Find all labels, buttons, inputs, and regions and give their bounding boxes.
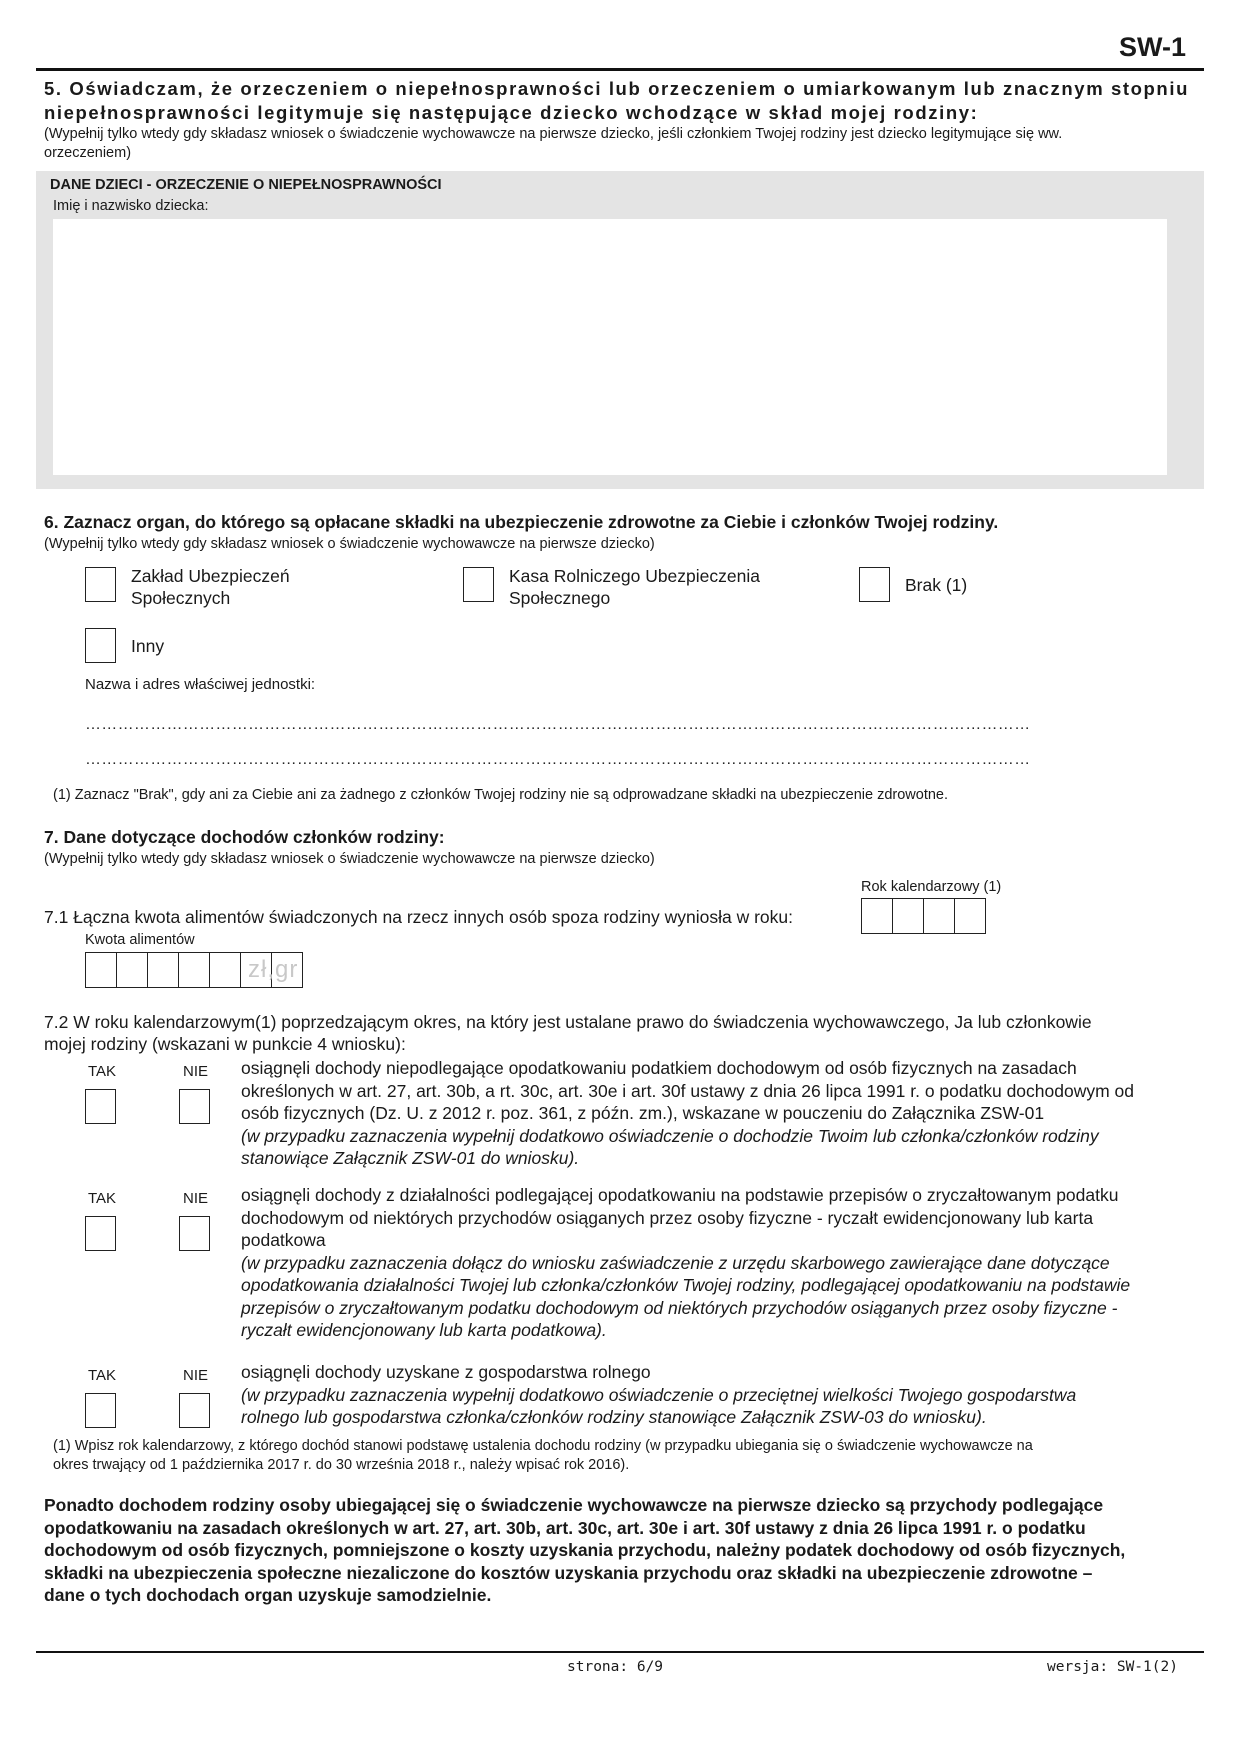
zus-label-line2: Społecznych: [131, 588, 231, 608]
question-7-1: 7.1 Łączna kwota alimentów świadczonych na rzecz innych osób spoza rodziny wyniosła w roku:: [44, 907, 793, 927]
child-name-label: Imię i nazwisko dziecka:: [53, 198, 209, 214]
item3-tak-checkbox[interactable]: [85, 1393, 116, 1428]
tak-label: TAK: [88, 1367, 117, 1384]
zus-label-line1: Zakład Ubezpieczeń: [131, 566, 290, 586]
item3-nie-checkbox[interactable]: [179, 1393, 210, 1428]
closing-statement: Ponadto dochodem rodziny osoby ubiegającej się o świadczenie wychowawcze na pierwsze dziecko są przychody podlegające opodatkowaniu na zasadach określonych w art. 27, art. 30b, art. 30c, art. 30e i art. 30f ustawy z dnia 26 lipca 1991 r. o podatku dochodowym od osób fizycznych, pomniejszone o koszty uzyskania przychodu, należny podatek dochodowy od osób fizycznych, składki na ubezpieczenia społeczne niezaliczone do kosztów uzyskania przychodu oraz składki na ubezpieczenie zdrowotne – dane o tych dochodach organ uzyskuje samodzielnie.: [44, 1495, 1126, 1605]
year-digit-cell[interactable]: [861, 898, 893, 934]
krus-label-line1: Kasa Rolniczego Ubezpieczenia: [509, 566, 760, 586]
item2-nie-checkbox[interactable]: [179, 1216, 210, 1251]
children-panel-title: DANE DZIECI - ORZECZENIE O NIEPEŁNOSPRAWNOŚCI: [50, 177, 442, 193]
form-version: wersja: SW-1(2): [1047, 1659, 1178, 1675]
unit-dots-line1[interactable]: …………………………………………………………………………………………………………………………………………………………: [85, 716, 1031, 733]
section5-title-line2: niepełnosprawności legitymuje się następujące dziecko wchodzące w skład mojej rodziny:: [44, 102, 979, 123]
unit-dots-line2[interactable]: …………………………………………………………………………………………………………………………………………………………: [85, 751, 1031, 768]
child-name-field[interactable]: [53, 219, 1167, 475]
inny-label: Inny: [131, 636, 165, 656]
amount-digit-cell[interactable]: [209, 952, 241, 988]
krus-label-line2: Społecznego: [509, 588, 611, 608]
amount-digit-cell[interactable]: [85, 952, 117, 988]
form-code: SW-1: [1119, 32, 1186, 62]
bottom-divider: [36, 1651, 1204, 1653]
year-field[interactable]: [861, 898, 991, 934]
question-7-2-line2: mojej rodziny (wskazani w punkcie 4 wniosku):: [44, 1034, 406, 1054]
section5-note-line1: (Wypełnij tylko wtedy gdy składasz wniosek o świadczenie wychowawcze na pierwsze dziecko, jeśli członkiem Twojej rodziny jest dziecko legitymujące się ww.: [44, 126, 1063, 142]
section6-title: 6. Zaznacz organ, do którego są opłacane składki na ubezpieczenie zdrowotne za Ciebie i członków Twojej rodziny.: [44, 512, 999, 532]
amount-digit-cell[interactable]: [178, 952, 210, 988]
item1-text: osiągnęli dochody niepodlegające opodatkowaniu podatkiem dochodowym od osób fizycznych na zasadach określonych w art. 27, art. 30b, a rt. 30c, art. 30e i art. 30f ustawy z dnia 26 lipca 1991 r. o podatku dochodowym od osób fizycznych (Dz. U. z 2012 r. poz. 361, z późn. zm.), wskazane w pouczeniu do Załącznika ZSW-01 (w przypadku zaznaczenia wypełnij dodatkowo oświadczenie o dochodzie Twoim lub członka/członków rodziny stanowiące Załącznik ZSW-01 do wniosku).: [241, 1058, 1135, 1168]
amount-digit-cell[interactable]: [116, 952, 148, 988]
section7-title: 7. Dane dotyczące dochodów członków rodziny:: [44, 827, 445, 847]
currency-mark: zł,gr: [248, 956, 299, 983]
amount-field[interactable]: [85, 952, 341, 988]
year-digit-cell[interactable]: [892, 898, 924, 934]
section7-footnote-line1: (1) Wpisz rok kalendarzowy, z którego dochód stanowi podstawę ustalenia dochodu rodziny (w przypadku ubiegania się o świadczenie wychowawcze na: [53, 1438, 1033, 1454]
nie-label: NIE: [183, 1190, 209, 1207]
nie-label: NIE: [183, 1063, 209, 1080]
item1-tak-checkbox[interactable]: [85, 1089, 116, 1124]
nie-label: NIE: [183, 1367, 209, 1384]
krus-checkbox[interactable]: [463, 567, 494, 602]
unit-label: Nazwa i adres właściwej jednostki:: [85, 676, 316, 693]
tak-label: TAK: [88, 1063, 117, 1080]
tak-label: TAK: [88, 1190, 117, 1207]
year-label: Rok kalendarzowy (1): [861, 879, 1002, 895]
amount-label: Kwota alimentów: [85, 932, 195, 948]
year-digit-cell[interactable]: [923, 898, 955, 934]
section7-footnote-line2: okres trwający od 1 października 2017 r. do 30 września 2018 r., należy wpisać rok 2016).: [53, 1457, 630, 1473]
brak-checkbox[interactable]: [859, 567, 890, 602]
item3-text: osiągnęli dochody uzyskane z gospodarstwa rolnego (w przypadku zaznaczenia wypełnij dodatkowo oświadczenie o przeciętnej wielkości Twojego gospodarstwa rolnego lub gospodarstwa członka/członków rodziny stanowiące Załącznik ZSW-03 do wniosku).: [241, 1362, 1077, 1427]
item1-nie-checkbox[interactable]: [179, 1089, 210, 1124]
inny-checkbox[interactable]: [85, 628, 116, 663]
section6-note: (Wypełnij tylko wtedy gdy składasz wniosek o świadczenie wychowawcze na pierwsze dziecko): [44, 536, 655, 552]
item2-text: osiągnęli dochody z działalności podlegającej opodatkowaniu na podstawie przepisów o zryczałtowanym podatku dochodowym od niektórych przychodów osiąganych przez osoby fizyczne - ryczałt ewidencjonowany lub karta podatkowa (w przypadku zaznaczenia dołącz do wniosku zaświadczenie z urzędu skarbowego zawierające dane dotyczące opodatkowania działalności Twojej lub członka/członków Twojej rodziny, podlegającej opodatkowaniu na podstawie przepisów o zryczałtowanym podatku dochodowym od niektórych przychodów osiąganych przez osoby fizyczne - ryczałt ewidencjonowany lub karta podatkowa).: [241, 1185, 1131, 1340]
section5-note-line2: orzeczeniem): [44, 145, 132, 161]
amount-digit-cell[interactable]: [147, 952, 179, 988]
section7-note: (Wypełnij tylko wtedy gdy składasz wniosek o świadczenie wychowawcze na pierwsze dziecko): [44, 851, 655, 867]
brak-label: Brak (1): [905, 575, 968, 595]
zus-checkbox[interactable]: [85, 567, 116, 602]
section6-footnote: (1) Zaznacz "Brak", gdy ani za Ciebie ani za żadnego z członków Twojej rodziny nie są odprowadzane składki na ubezpieczenie zdrowotne.: [53, 787, 949, 803]
item2-tak-checkbox[interactable]: [85, 1216, 116, 1251]
page-number: strona: 6/9: [567, 1659, 664, 1675]
top-divider: [36, 68, 1204, 71]
year-digit-cell[interactable]: [954, 898, 986, 934]
question-7-2-line1: 7.2 W roku kalendarzowym(1) poprzedzającym okres, na który jest ustalane prawo do świadczenia wychowawczego, Ja lub członkowie: [44, 1012, 1092, 1032]
section5-title-line1: 5. Oświadczam, że orzeczeniem o niepełnosprawności lub orzeczeniem o umiarkowanym lub znacznym stopniu: [44, 78, 1189, 99]
